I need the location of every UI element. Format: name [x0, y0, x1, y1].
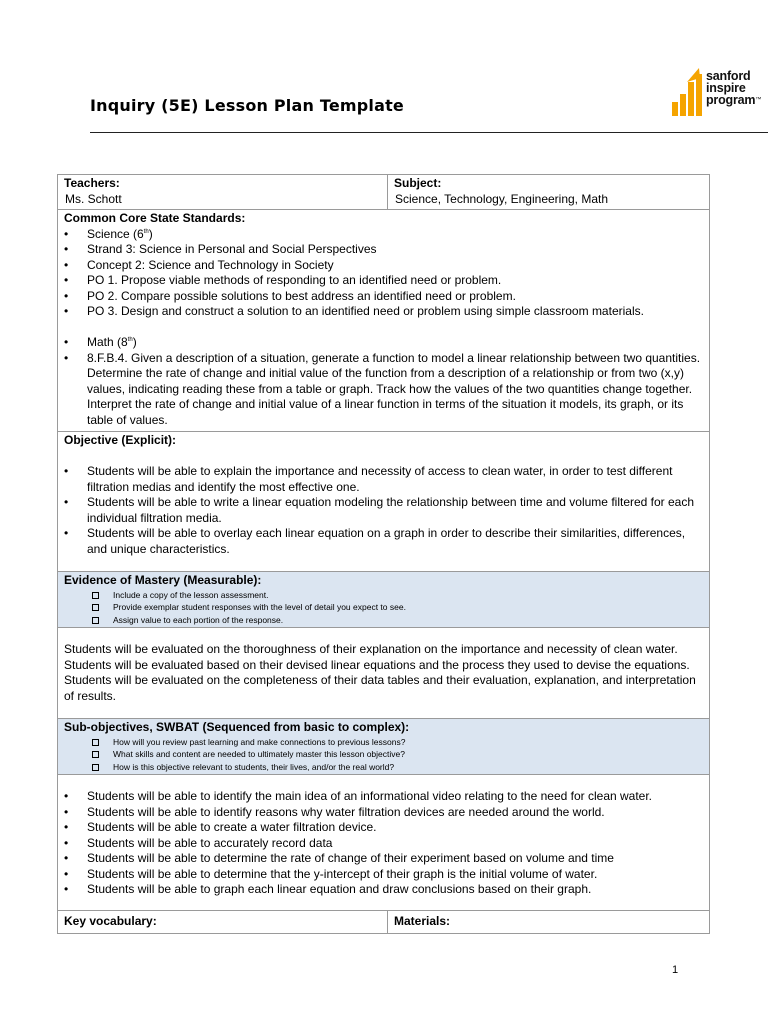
- list-item: How is this objective relevant to students, their lives, and/or the real world?: [92, 761, 703, 774]
- list-item: • Students will be able to accurately record data: [64, 836, 703, 852]
- list-item: • 8.F.B.4. Given a description of a situation, generate a function to model a linear relationship between two quantities. Determine the rate of change and initial value of the function from a description of a relationship or from two (x,y) values, indicating reading these from a table or graph. Track how the values of the two quantities change together. Interpret the rate of change and initial value of a linear function in terms of the situation it models, its graph, or its table of values.: [64, 351, 703, 429]
- list-item: • Students will be able to explain the importance and necessity of access to clean water, in order to test different filtration medias and identify the most effective one.: [64, 464, 703, 495]
- list-item: • PO 3. Design and construct a solution to an identified need or problem using simple classroom materials.: [64, 304, 703, 320]
- list-item: • Science (6th): [64, 227, 703, 243]
- list-item: Assign value to each portion of the response.: [92, 614, 703, 627]
- list-item: Include a copy of the lesson assessment.: [92, 589, 703, 602]
- teachers-cell: [58, 175, 388, 209]
- list-item: • Strand 3: Science in Personal and Social Perspectives: [64, 242, 703, 258]
- vocabulary-label: Key vocabulary:: [64, 913, 157, 928]
- objective-label: Objective (Explicit):: [64, 433, 177, 447]
- materials-label: Materials:: [394, 913, 451, 928]
- logo-line-1: sanford: [706, 69, 751, 83]
- list-item: • Students will be able to identify the main idea of an informational video relating to the need for clean water.: [64, 789, 703, 805]
- subobjectives-label: Sub-objectives, SWBAT (Sequenced from basic to complex):: [64, 720, 410, 734]
- teachers-label: Teachers:: [64, 176, 120, 190]
- page-number: 1: [672, 964, 679, 976]
- science-standards-list: [64, 227, 703, 320]
- mastery-text: Students will be evaluated on the thoroughness of their explanation on the importance and necessity of clean water. Students will be evaluated based on their devised linear equations and the process they used to devise the equations. Students will be evaluated on the completeness of their data tables and their evaluation, explanation, and interpretation of results.: [64, 642, 696, 703]
- subobjectives-list: [64, 789, 703, 898]
- subject-cell: [388, 175, 709, 209]
- materials-cell: [388, 911, 709, 933]
- list-item: What skills and content are needed to ultimately master this lesson objective?: [92, 748, 703, 761]
- list-item: How will you review past learning and make connections to previous lessons?: [92, 736, 703, 749]
- mastery-guide-list: [64, 589, 703, 627]
- subject-label: Subject:: [394, 176, 442, 190]
- title-divider: [90, 132, 768, 133]
- subobjectives-guide-list: [64, 736, 703, 774]
- bar-chart-icon: [672, 68, 702, 116]
- standards-label: Common Core State Standards:: [64, 211, 246, 225]
- mastery-header: [58, 571, 709, 627]
- teachers-value: Ms. Schott: [65, 191, 122, 206]
- teachers-subject-row: [58, 175, 709, 209]
- list-item: Provide exemplar student responses with the level of detail you expect to see.: [92, 601, 703, 614]
- list-item: • Students will be able to identify reasons why water filtration devices are needed around the world.: [64, 805, 703, 821]
- list-item: • Students will be able to write a linear equation modeling the relationship between time and volume filtered for each individual filtration media.: [64, 495, 703, 526]
- vocabulary-cell: [58, 911, 388, 933]
- objective-list: [64, 464, 703, 557]
- list-item: • PO 2. Compare possible solutions to best address an identified need or problem.: [64, 289, 703, 305]
- list-item: • Students will be able to create a water filtration device.: [64, 820, 703, 836]
- list-item: • Students will be able to determine that the y-intercept of their graph is the initial volume of water.: [64, 867, 703, 883]
- subobjectives-body: [58, 774, 709, 910]
- list-item: • PO 1. Propose viable methods of responding to an identified need or problem.: [64, 273, 703, 289]
- vocabulary-materials-row: [58, 910, 709, 933]
- standards-section: [58, 209, 709, 431]
- mastery-body: [58, 627, 709, 718]
- list-item: • Students will be able to overlay each linear equation on a graph in order to describe their similarities, differences, and unique characteristics.: [64, 526, 703, 557]
- list-item: • Students will be able to determine the rate of change of their experiment based on volume and time: [64, 851, 703, 867]
- list-item: • Students will be able to graph each linear equation and draw conclusions based on their graph.: [64, 882, 703, 898]
- logo-wordmark: [706, 70, 761, 106]
- logo-line-2: inspire: [706, 81, 746, 95]
- lesson-plan-table: [57, 174, 710, 934]
- list-item: • Concept 2: Science and Technology in Society: [64, 258, 703, 274]
- math-standards-list: [64, 335, 703, 428]
- document-title: Inquiry (5E) Lesson Plan Template: [90, 96, 404, 115]
- logo-line-3: program™: [706, 93, 762, 107]
- mastery-label: Evidence of Mastery (Measurable):: [64, 573, 262, 587]
- objective-section: [58, 431, 709, 571]
- list-item: • Math (8th): [64, 335, 703, 351]
- subject-value: Science, Technology, Engineering, Math: [395, 191, 609, 206]
- subobjectives-header: [58, 718, 709, 774]
